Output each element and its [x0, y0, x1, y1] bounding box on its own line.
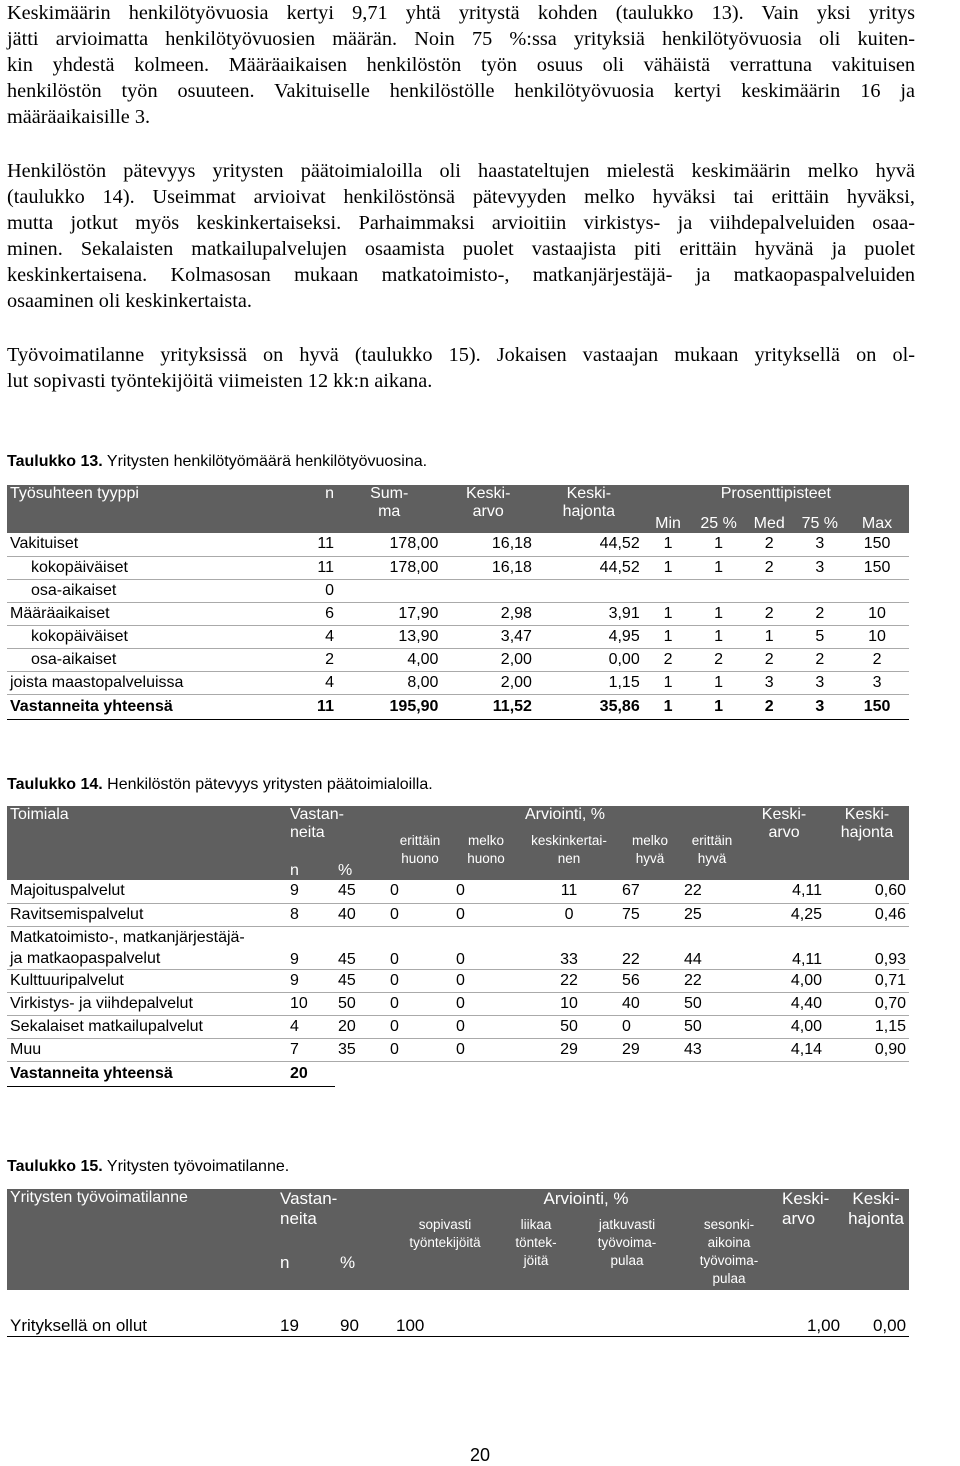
header-text: Vastan-: [290, 806, 344, 823]
page-number: 20: [469, 1445, 491, 1465]
col-header-rating: Arviointi, %: [543, 1189, 629, 1208]
cell-sd: 0,00: [535, 648, 643, 671]
col-header-mean: [441, 485, 534, 533]
cell-mean: 4,40: [743, 992, 825, 1015]
table-row: [7, 903, 909, 926]
cell-med: 2: [744, 648, 795, 671]
cell-med: 3: [744, 671, 795, 694]
empty-cell: [335, 1061, 909, 1086]
cell-sd: 0,46: [825, 903, 909, 926]
header-text: melko: [468, 833, 505, 848]
text-line: mutta jotkut myös keskinkertaiseksi. Parhaimmaksi arvioitiin virkistys- ja viihdepalveluiden osaa-: [7, 212, 915, 234]
table13-caption: [7, 453, 427, 471]
cell-p25: 1: [693, 533, 744, 556]
table-row: [7, 602, 909, 625]
table-row: [7, 579, 909, 602]
col-header-very-poor: [387, 832, 453, 880]
table-row: [7, 533, 909, 556]
cell-pct: 45: [335, 969, 387, 992]
cell-fairly-poor: 0: [453, 880, 519, 903]
cell-p75: 3: [795, 694, 846, 719]
header-text: arvo: [768, 824, 800, 841]
cell-p75: 3: [795, 671, 846, 694]
cell-pct: 45: [335, 926, 387, 969]
cell-fairly-poor: 0: [453, 903, 519, 926]
col-header-constant-shortage: [575, 1216, 679, 1290]
table14-caption: [7, 776, 433, 794]
header-text: arvo: [472, 503, 504, 520]
cell-sd: 44,52: [535, 556, 643, 579]
col-header-max: Max: [861, 515, 893, 532]
cell-very-poor: 0: [387, 969, 453, 992]
cell-pct: 90: [337, 1290, 393, 1336]
col-header-rating: Arviointi, %: [525, 806, 606, 823]
cell-sd: 1,15: [825, 1015, 909, 1038]
header-text: Keski-: [844, 806, 890, 823]
cell-n: 4: [282, 671, 337, 694]
col-header-adequate: [393, 1216, 497, 1290]
cell-min: 1: [643, 533, 694, 556]
header-text: melko: [632, 833, 669, 848]
cell-average: 0: [519, 903, 619, 926]
cell-sum: 195,90: [337, 694, 441, 719]
cell-mean: 16,18: [441, 556, 534, 579]
cell-adequate: 100: [393, 1290, 497, 1336]
cell-mean: 16,18: [441, 533, 534, 556]
cell-n: 0: [282, 579, 337, 602]
cell-pct: 20: [335, 1015, 387, 1038]
cell-p25: 1: [693, 694, 744, 719]
cell-sd: [535, 579, 643, 602]
header-text: Keski-: [465, 485, 511, 502]
cell-fairly-poor: 0: [453, 926, 519, 969]
header-text: neita: [290, 824, 325, 841]
col-header-situation: Yritysten työvoimatilanne: [10, 1189, 188, 1206]
cell-mean: [441, 579, 534, 602]
cell-n: 6: [282, 602, 337, 625]
row-label: Vastanneita yhteensä: [7, 1061, 287, 1086]
cell-sd: 0,00: [843, 1290, 909, 1336]
text-line: Keskimäärin henkilötyövuosia kertyi 9,71 yhtä yritystä kohden (taulukko 13). Vain yksi yritys: [7, 2, 915, 24]
header-text: hajonta: [562, 503, 616, 520]
cell-pct: 35: [335, 1038, 387, 1061]
col-header-average: [519, 832, 619, 880]
col-header-respondents: [277, 1189, 393, 1236]
row-label: Virkistys- ja viihdepalvelut: [7, 992, 287, 1015]
header-text: pulaa: [610, 1253, 644, 1268]
table-row: [7, 556, 909, 579]
header-text: töntek-: [515, 1235, 557, 1250]
cell-n: 7: [287, 1038, 335, 1061]
cell-sd: 4,95: [535, 625, 643, 648]
header-text: erittäin: [399, 833, 441, 848]
row-label-line: Matkatoimisto-, matkanjärjestäjä-: [10, 928, 245, 946]
cell-p25: 1: [693, 625, 744, 648]
header-text: neita: [280, 1209, 317, 1228]
cell-max: 10: [845, 602, 909, 625]
col-header-min: Min: [655, 515, 681, 532]
text-line: minen. Sekalaisten matkailupalvelujen osaamista puolet vastaajista piti erittäin hyvänä ja puolet: [7, 238, 915, 260]
cell-sum: 17,90: [337, 602, 441, 625]
cell-fairly-poor: 0: [453, 1038, 519, 1061]
cell-p75: 2: [795, 648, 846, 671]
header-text: työvoima-: [597, 1235, 657, 1250]
caption-label: Taulukko 15.: [7, 1158, 103, 1175]
table-row: [7, 1290, 909, 1336]
header-text: keskinkertai-: [531, 833, 607, 848]
row-label: kokopäiväiset: [7, 556, 282, 579]
header-text: hyvä: [697, 851, 727, 866]
col-header-very-good: [681, 832, 743, 880]
row-label: Sekalaiset matkailupalvelut: [7, 1015, 287, 1038]
cell-average: 33: [519, 926, 619, 969]
col-header-sd: [535, 485, 643, 533]
cell-mean: 4,11: [743, 880, 825, 903]
cell-very-poor: 0: [387, 992, 453, 1015]
header-text: nen: [557, 851, 581, 866]
cell-n: 11: [282, 694, 337, 719]
header-text: Keski-: [566, 485, 612, 502]
table-row: [7, 625, 909, 648]
header-text: sesonki-: [703, 1217, 755, 1232]
header-text: Keski-: [761, 806, 807, 823]
cell-med: 2: [744, 602, 795, 625]
table-row: [7, 671, 909, 694]
cell-very-poor: 0: [387, 1015, 453, 1038]
cell-sd: 0,90: [825, 1038, 909, 1061]
header-text: ma: [378, 503, 401, 520]
table-row: [7, 648, 909, 671]
cell-sd: 0,60: [825, 880, 909, 903]
cell-n: 20: [287, 1061, 335, 1086]
cell-med: 2: [744, 533, 795, 556]
cell-fairly-good: 75: [619, 903, 681, 926]
cell-sum: 178,00: [337, 533, 441, 556]
total-row: [7, 1061, 909, 1086]
cell-min: 2: [643, 648, 694, 671]
cell-min: 1: [643, 602, 694, 625]
cell-n: 4: [287, 1015, 335, 1038]
col-header-fairly-poor: [453, 832, 519, 880]
text-line: henkilöstön työn osuuteen. Vakituiselle henkilöstölle henkilötyövuosia kertyi keskimäärin 16 ja: [7, 80, 915, 102]
col-header-seasonal-shortage: [679, 1216, 779, 1290]
cell-mean: 4,11: [743, 926, 825, 969]
header-text: liikaa: [520, 1217, 552, 1232]
cell-very-poor: 0: [387, 903, 453, 926]
header-text: jatkuvasti: [598, 1217, 656, 1232]
table15: [7, 1189, 909, 1337]
cell-p75: 2: [795, 602, 846, 625]
cell-average: 50: [519, 1015, 619, 1038]
text-line: Työvoimatilanne yrityksissä on hyvä (taulukko 15). Jokaisen vastaajan mukaan yrityksellä on ol-: [7, 344, 915, 366]
cell-p75: 3: [795, 556, 846, 579]
col-header-p75: 75 %: [801, 515, 839, 532]
col-header-mean: [743, 806, 825, 880]
cell-n: 8: [287, 903, 335, 926]
cell-p75: 5: [795, 625, 846, 648]
cell-max: [845, 579, 909, 602]
cell-mean: 4,14: [743, 1038, 825, 1061]
cell-sd: 0,71: [825, 969, 909, 992]
cell-p75: [795, 579, 846, 602]
row-label: Vastanneita yhteensä: [7, 694, 282, 719]
cell-p25: 1: [693, 671, 744, 694]
col-header-p25: 25 %: [700, 515, 737, 532]
cell-very-good: 50: [681, 1015, 743, 1038]
cell-med: 2: [744, 694, 795, 719]
cell-sd: 0,70: [825, 992, 909, 1015]
cell-pct: 40: [335, 903, 387, 926]
cell-max: 3: [845, 671, 909, 694]
cell-n: 2: [282, 648, 337, 671]
row-label: Vakituiset: [7, 533, 282, 556]
cell-mean: 2,00: [441, 671, 534, 694]
header-text: työntekijöitä: [409, 1235, 481, 1250]
cell-pct: 50: [335, 992, 387, 1015]
header-text: pulaa: [712, 1271, 746, 1286]
cell-med: 1: [744, 625, 795, 648]
header-text: jöitä: [523, 1253, 549, 1268]
cell-min: 1: [643, 556, 694, 579]
cell-fairly-poor: 0: [453, 992, 519, 1015]
col-header-pct: %: [338, 862, 353, 879]
header-text: erittäin: [691, 833, 733, 848]
cell-sd: 0,93: [825, 926, 909, 969]
col-header-n: n: [325, 485, 334, 502]
col-header-percentiles: Prosenttipisteet: [720, 485, 831, 502]
header-text: Keski-: [852, 1189, 900, 1208]
cell-fairly-good: 40: [619, 992, 681, 1015]
cell-p25: 1: [693, 602, 744, 625]
col-header-sum: [337, 485, 441, 533]
header-text: hyvä: [635, 851, 665, 866]
col-header-too-many: [497, 1216, 575, 1290]
cell-sd: 44,52: [535, 533, 643, 556]
cell-very-good: 44: [681, 926, 743, 969]
table-row: [7, 1015, 909, 1038]
col-header-sd: [843, 1189, 909, 1290]
total-row: [7, 694, 909, 719]
text-line: määräaikaisille 3.: [7, 106, 151, 128]
cell-mean: 4,25: [743, 903, 825, 926]
row-label: joista maastopalveluissa: [7, 671, 282, 694]
col-header-pct: %: [340, 1253, 356, 1272]
cell-mean: 4,00: [743, 969, 825, 992]
cell-max: 10: [845, 625, 909, 648]
text-line: jätti arvioimatta henkilötyövuosien määrän. Noin 75 %:ssa yrityksiä henkilötyövuosia oli kuiten-: [7, 28, 915, 50]
cell-p75: 3: [795, 533, 846, 556]
col-header-sector: Toimiala: [10, 806, 69, 823]
cell-min: 1: [643, 671, 694, 694]
cell-pct: 45: [335, 880, 387, 903]
header-text: arvo: [782, 1209, 816, 1228]
cell-min: [643, 579, 694, 602]
table-row: [7, 1038, 909, 1061]
cell-max: 150: [845, 533, 909, 556]
table-row: [7, 926, 909, 969]
row-label: Muu: [7, 1038, 287, 1061]
caption-label: Taulukko 14.: [7, 776, 103, 793]
row-label: Määräaikaiset: [7, 602, 282, 625]
row-label: Yrityksellä on ollut: [7, 1290, 277, 1336]
cell-very-poor: 0: [387, 926, 453, 969]
cell-average: 29: [519, 1038, 619, 1061]
cell-mean: 11,52: [441, 694, 534, 719]
header-text: sopivasti: [418, 1217, 472, 1232]
text-line: lut sopivasti työntekijöitä viimeisten 12 kk:n aikana.: [7, 370, 433, 392]
cell-average: 10: [519, 992, 619, 1015]
text-line: kin yhdestä kolmeen. Määräaikaisen henkilöstön työn osuus oli vähäistä verrattuna vakituisen: [7, 54, 915, 76]
cell-average: 11: [519, 880, 619, 903]
text-line: keskinkertaisena. Kolmasosan mukaan matkatoimisto-, matkanjärjestäjä- ja matkaopaspalveluiden: [7, 264, 915, 286]
cell-fairly-poor: 0: [453, 1015, 519, 1038]
col-header-respondents: [287, 806, 387, 852]
cell-mean: 3,47: [441, 625, 534, 648]
cell-min: 1: [643, 625, 694, 648]
cell-very-good: 22: [681, 969, 743, 992]
cell-fairly-poor: 0: [453, 969, 519, 992]
caption-label: Taulukko 13.: [7, 453, 103, 470]
cell-very-poor: 0: [387, 880, 453, 903]
header-text: hajonta: [848, 1209, 904, 1228]
cell-too-many: [497, 1290, 575, 1336]
text-line: (taulukko 14). Useimmat arvioivat henkilöstönsä pätevyyden melko hyväksi tai erittäin hyväksi,: [7, 186, 915, 208]
cell-sum: 178,00: [337, 556, 441, 579]
cell-sd: 1,15: [535, 671, 643, 694]
row-label: Majoituspalvelut: [7, 880, 287, 903]
cell-mean: 2,00: [441, 648, 534, 671]
cell-fairly-good: 56: [619, 969, 681, 992]
cell-max: 150: [845, 694, 909, 719]
cell-max: 150: [845, 556, 909, 579]
cell-n: 11: [282, 556, 337, 579]
row-label: Kulttuuripalvelut: [7, 969, 287, 992]
table14: [7, 806, 909, 1087]
text-line: Henkilöstön pätevyys yritysten päätoimialoilla oli haastateltujen mielestä keskimäärin melko hyvä: [7, 160, 915, 182]
header-text: työvoima-: [699, 1253, 759, 1268]
cell-seasonal-shortage: [679, 1290, 779, 1336]
header-text: huono: [401, 851, 439, 866]
row-label-line: ja matkaopaspalvelut: [10, 949, 161, 967]
row-label: kokopäiväiset: [7, 625, 282, 648]
cell-average: 22: [519, 969, 619, 992]
caption-text: Henkilöstön pätevyys yritysten päätoimialoilla.: [102, 776, 433, 793]
table15-caption: [7, 1158, 289, 1176]
cell-fairly-good: 0: [619, 1015, 681, 1038]
cell-n: 9: [287, 926, 335, 969]
table-row: [7, 992, 909, 1015]
row-label: osa-aikaiset: [7, 648, 282, 671]
table13: [7, 485, 909, 720]
cell-p25: 1: [693, 556, 744, 579]
caption-text: Yritysten työvoimatilanne.: [102, 1158, 290, 1175]
cell-sum: [337, 579, 441, 602]
table-row: [7, 880, 909, 903]
table-row: [7, 969, 909, 992]
cell-very-good: 25: [681, 903, 743, 926]
paragraph-3: [7, 342, 915, 394]
header-text: aikoina: [707, 1235, 751, 1250]
cell-sd: 3,91: [535, 602, 643, 625]
row-label: osa-aikaiset: [7, 579, 282, 602]
header-text: Keski-: [782, 1189, 830, 1208]
cell-max: 2: [845, 648, 909, 671]
cell-sum: 13,90: [337, 625, 441, 648]
cell-sd: 35,86: [535, 694, 643, 719]
cell-med: [744, 579, 795, 602]
cell-mean: 1,00: [779, 1290, 843, 1336]
cell-n: 10: [287, 992, 335, 1015]
col-header-n: n: [280, 1253, 290, 1272]
paragraph-1: [7, 0, 915, 130]
cell-very-poor: 0: [387, 1038, 453, 1061]
col-header-fairly-good: [619, 832, 681, 880]
cell-med: 2: [744, 556, 795, 579]
cell-n: 11: [282, 533, 337, 556]
col-header-med: Med: [753, 515, 785, 532]
cell-n: 19: [277, 1290, 337, 1336]
cell-n: 9: [287, 969, 335, 992]
cell-min: 1: [643, 694, 694, 719]
row-label: [7, 926, 287, 969]
cell-fairly-good: 29: [619, 1038, 681, 1061]
cell-n: 9: [287, 880, 335, 903]
cell-very-good: 50: [681, 992, 743, 1015]
cell-fairly-good: 67: [619, 880, 681, 903]
header-text: Vastan-: [280, 1189, 338, 1208]
header-text: Sum-: [370, 485, 409, 502]
col-header-n: n: [290, 862, 299, 879]
text-line: osaaminen oli keskinkertaista.: [7, 290, 252, 312]
cell-n: 4: [282, 625, 337, 648]
cell-mean: 2,98: [441, 602, 534, 625]
cell-very-good: 22: [681, 880, 743, 903]
header-text: huono: [467, 851, 505, 866]
row-label: Ravitsemispalvelut: [7, 903, 287, 926]
col-header-mean: [779, 1189, 843, 1290]
caption-text: Yritysten henkilötyömäärä henkilötyövuosina.: [102, 453, 428, 470]
cell-sum: 8,00: [337, 671, 441, 694]
cell-p25: 2: [693, 648, 744, 671]
cell-very-good: 43: [681, 1038, 743, 1061]
col-header-sd: [825, 806, 909, 880]
cell-constant-shortage: [575, 1290, 679, 1336]
cell-sum: 4,00: [337, 648, 441, 671]
cell-mean: 4,00: [743, 1015, 825, 1038]
col-header-type: Työsuhteen tyyppi: [10, 485, 139, 502]
cell-fairly-good: 22: [619, 926, 681, 969]
header-text: hajonta: [840, 824, 894, 841]
paragraph-2: [7, 158, 915, 314]
cell-p25: [693, 579, 744, 602]
